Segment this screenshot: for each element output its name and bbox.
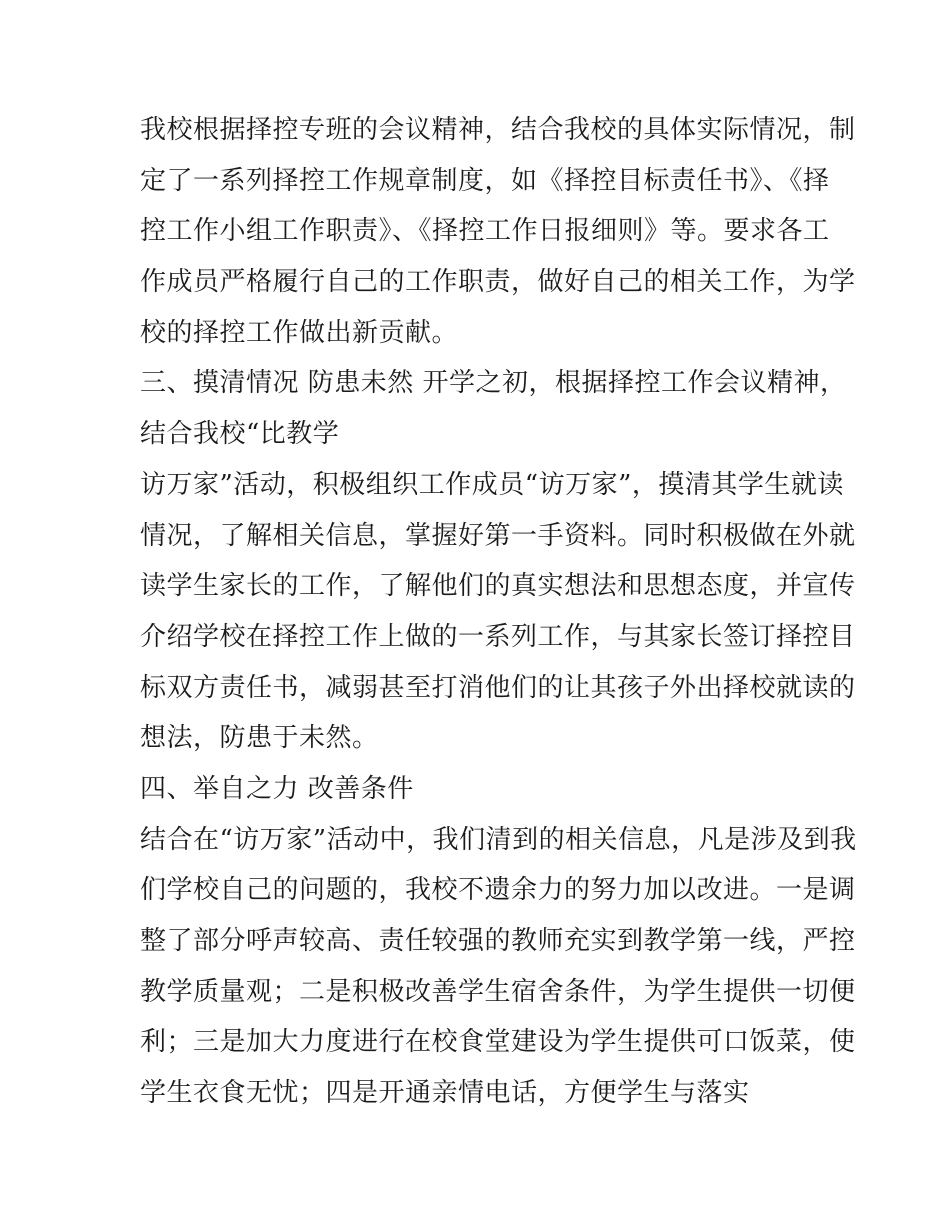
- text-line: 想法，防患于未然。: [140, 723, 379, 754]
- text-line: 教学质量观；二是积极改善学生宿舍条件，为学生提供一切便: [140, 976, 856, 1007]
- document-body: [140, 105, 857, 1119]
- text-line: 标双方责任书，减弱甚至打消他们的让其孩子外出择校就读的: [140, 672, 856, 703]
- text-line: 访万家”活动，积极组织工作成员“访万家”，摸清其学生就读: [140, 469, 844, 500]
- text-line: 控工作小组工作职责》、《择控工作日报细则》等。要求各工: [140, 216, 830, 247]
- text-line: 整了部分呼声较高、责任较强的教师充实到教学第一线，严控: [140, 926, 856, 956]
- text-line: 我校根据择控专班的会议精神，结合我校的具体实际情况，制: [140, 115, 856, 145]
- text-line: 定了一系列择控工作规章制度，如《择控目标责任书》、《择: [140, 165, 830, 196]
- text-line: 作成员严格履行自己的工作职责，做好自己的相关工作，为学: [140, 267, 856, 298]
- text-line: 情况，了解相关信息，掌握好第一手资料。同时积极做在外就: [140, 520, 856, 551]
- text-line: 结合我校“比教学: [140, 419, 340, 450]
- text-line: 介绍学校在择控工作上做的一系列工作，与其家长签订择控目: [140, 621, 856, 652]
- text-line: 结合在“访万家”活动中，我们清到的相关信息，凡是涉及到我: [140, 824, 857, 855]
- text-line: 校的择控工作做出新贡献。: [140, 317, 459, 348]
- section-heading-line: 四、举自之力 改善条件: [140, 773, 414, 804]
- section-heading-line: 三、摸清情况 防患未然 开学之初，根据择控工作会议精神，: [140, 368, 847, 399]
- text-line: 学生衣食无忧；四是开通亲情电话，方便学生与落实: [140, 1078, 750, 1109]
- text-line: 利；三是加大力度进行在校食堂建设为学生提供可口饭菜，使: [140, 1027, 856, 1058]
- text-line: 读学生家长的工作，了解他们的真实想法和思想态度，并宣传: [140, 571, 856, 602]
- text-line: 们学校自己的问题的，我校不遗余力的努力加以改进。一是调: [140, 875, 856, 906]
